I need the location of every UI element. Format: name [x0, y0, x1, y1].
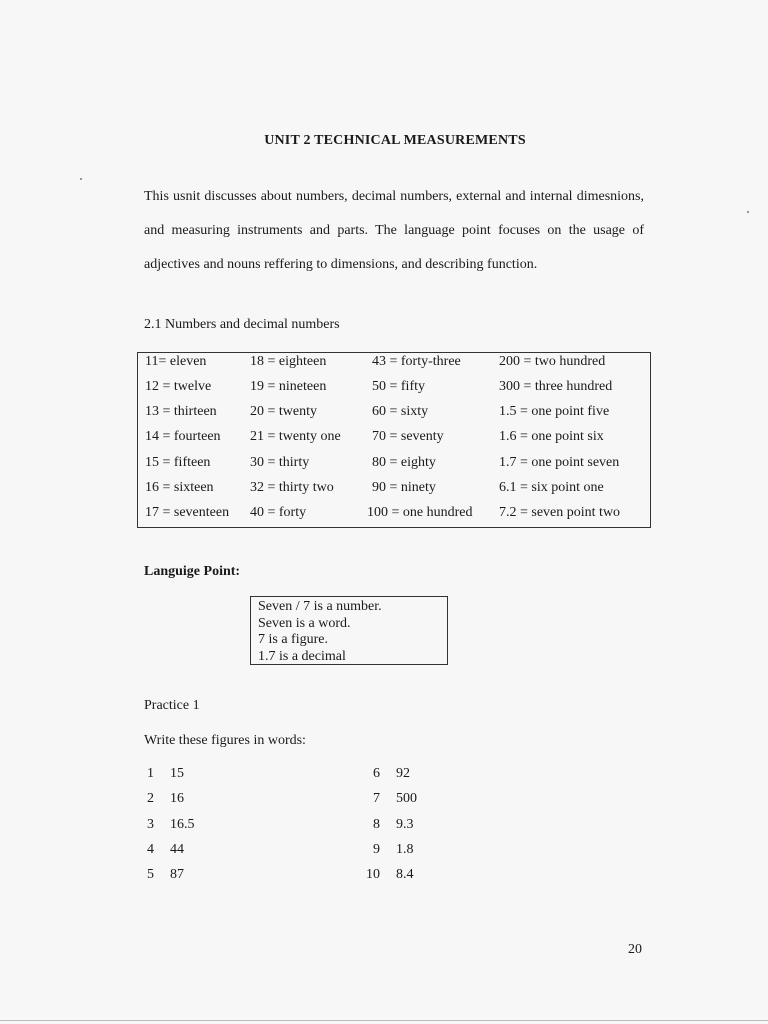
number-cell: 19 = nineteen — [250, 379, 327, 394]
number-cell: 21 = twenty one — [250, 429, 341, 444]
exercise-value: 15 — [170, 766, 184, 781]
page-title: UNIT 2 TECHNICAL MEASUREMENTS — [264, 133, 526, 148]
scan-speck — [80, 178, 82, 180]
number-cell: 1.7 = one point seven — [499, 455, 620, 470]
practice-instruction: Write these figures in words: — [144, 733, 306, 748]
number-cell: 80 = eighty — [372, 455, 436, 470]
exercise-number: 2 — [147, 791, 154, 806]
exercise-value: 87 — [170, 867, 184, 882]
section-heading: 2.1 Numbers and decimal numbers — [144, 317, 340, 332]
language-point-line: Seven is a word. — [258, 615, 351, 631]
number-cell: 13 = thirteen — [145, 404, 217, 419]
number-cell: 300 = three hundred — [499, 379, 613, 394]
number-cell: 18 = eighteen — [250, 354, 327, 369]
exercise-number: 6 — [373, 766, 380, 781]
exercise-number: 5 — [147, 867, 154, 882]
number-cell: 1.5 = one point five — [499, 404, 610, 419]
number-cell: 40 = forty — [250, 505, 307, 520]
number-cell: 200 = two hundred — [499, 354, 606, 369]
number-cell: 20 = twenty — [250, 404, 317, 419]
exercise-value: 9.3 — [396, 817, 414, 832]
scan-edge-line — [0, 1020, 768, 1021]
number-cell: 14 = fourteen — [145, 429, 221, 444]
exercise-value: 44 — [170, 842, 184, 857]
exercise-value: 16.5 — [170, 817, 195, 832]
number-cell: 100 = one hundred — [367, 505, 473, 520]
exercise-number: 7 — [373, 791, 380, 806]
language-point-line: Seven / 7 is a number. — [258, 599, 382, 614]
exercise-number: 8 — [373, 817, 380, 832]
number-cell: 12 = twelve — [145, 379, 212, 394]
exercise-value: 1.8 — [396, 842, 414, 857]
exercise-number: 1 — [147, 766, 154, 781]
number-cell: 30 = thirty — [250, 455, 310, 470]
exercise-number: 4 — [147, 842, 154, 857]
exercise-value: 8.4 — [396, 867, 414, 882]
exercise-value: 16 — [170, 791, 184, 806]
language-point-line: 1.7 is a decimal — [258, 648, 346, 664]
exercise-number: 3 — [147, 817, 154, 832]
numbers-table — [137, 352, 651, 528]
exercise-number: 10 — [366, 867, 380, 882]
language-point-box — [250, 596, 448, 665]
number-cell: 90 = ninety — [372, 480, 436, 495]
number-cell: 60 = sixty — [372, 404, 429, 419]
number-cell: 43 = forty-three — [372, 354, 461, 369]
number-cell: 50 = fifty — [372, 379, 425, 394]
scan-speck — [747, 211, 749, 213]
number-cell: 16 = sixteen — [145, 480, 214, 495]
number-cell: 70 = seventy — [372, 429, 444, 444]
number-cell: 17 = seventeen — [145, 505, 230, 520]
intro-paragraph: This usnit discusses about numbers, decimal numbers, external and internal dimesnions, and measuring instruments and parts. The language point focuses on the usage of adjectives and nouns reffering to dimensions, and describing function. — [144, 189, 644, 272]
exercise-value: 500 — [396, 791, 417, 806]
number-cell: 7.2 = seven point two — [499, 505, 621, 520]
number-cell: 11= eleven — [145, 354, 207, 369]
exercise-value: 92 — [396, 766, 410, 781]
page-number: 20 — [628, 942, 642, 957]
number-cell: 6.1 = six point one — [499, 480, 604, 495]
language-point-line: 7 is a figure. — [258, 632, 328, 647]
number-cell: 1.6 = one point six — [499, 429, 604, 444]
practice-heading: Practice 1 — [144, 698, 200, 713]
number-cell: 15 = fifteen — [145, 455, 211, 470]
language-point-heading: Languige Point: — [144, 564, 241, 579]
exercise-number: 9 — [373, 842, 380, 857]
number-cell: 32 = thirty two — [250, 480, 334, 495]
